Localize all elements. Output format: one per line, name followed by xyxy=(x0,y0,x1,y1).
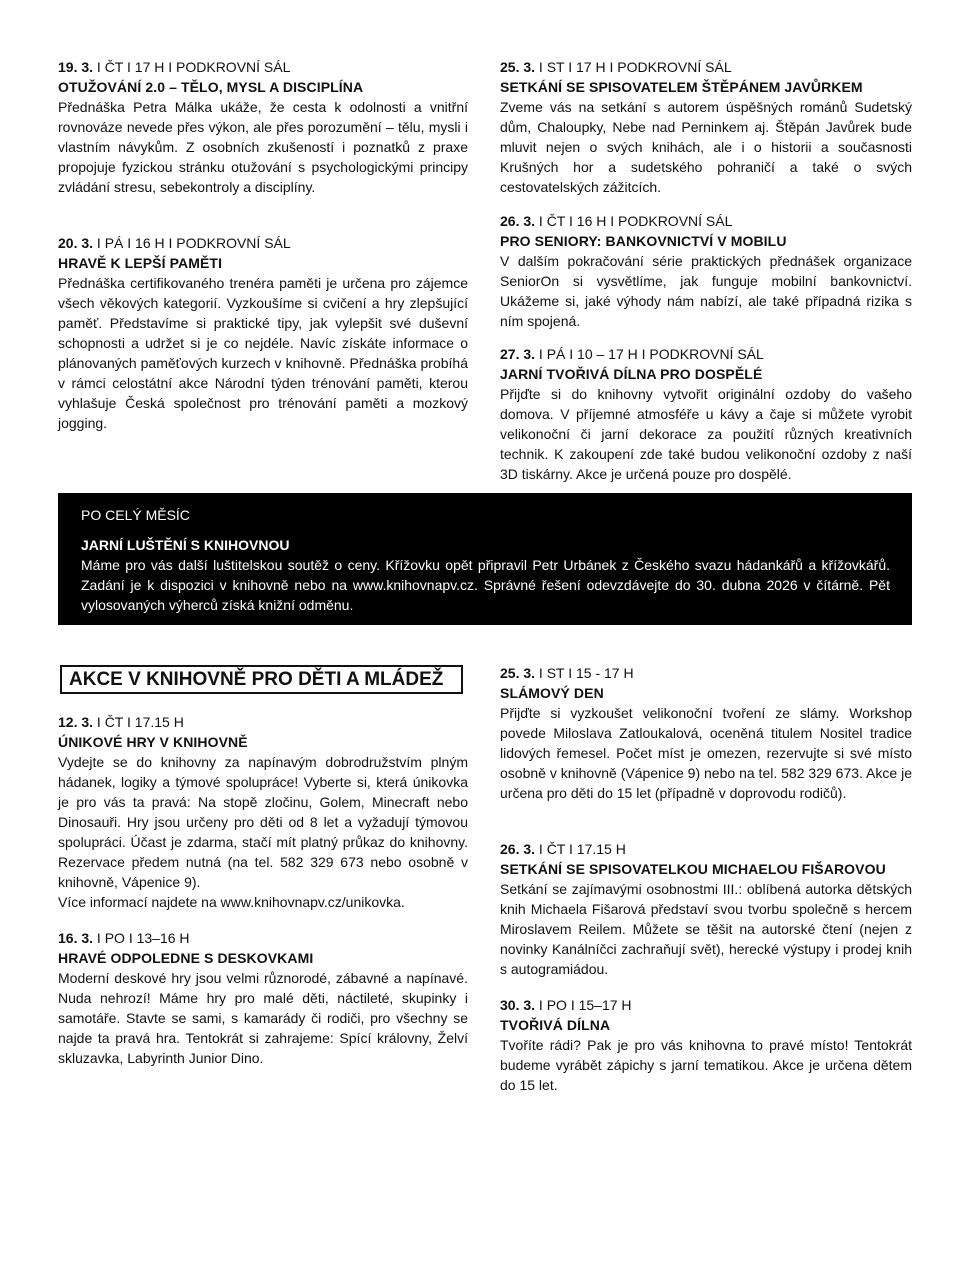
event-otuzovani xyxy=(58,57,468,197)
event-date: 26. 3. xyxy=(500,841,536,857)
event-description: Tvoříte rádi? Pak je pro vás knihovna to pravé místo! Tentokrát budeme vyrábět zápichy s jarní tematikou. Akce je určena dětem do 15 let. xyxy=(500,1037,912,1093)
event-meta: I PO I 13–16 H xyxy=(96,930,190,946)
event-description: Vydejte se do knihovny za napínavým dobrodružstvím plným hádanek, logiky a týmové spolupráce! Vyberte si, která únikovka je pro vás ta pravá: Na stopě zločinu, Golem, Minecraft nebo Dinosauři. Hry jsou určeny pro děti od 8 let a vyžadují týmovou spolupráci. Účast je zdarma, stačí mít platný průkaz do knihovny. Rezervace předem nutná (na tel. 582 329 673 nebo osobně v knihovně, Vápenice 9). xyxy=(58,754,468,890)
event-date: 25. 3. xyxy=(500,59,536,75)
event-unikove-hry xyxy=(58,712,468,912)
event-title: ÚNIKOVÉ HRY V KNIHOVNĚ xyxy=(58,734,248,750)
event-javurek xyxy=(500,57,912,197)
event-jarni-dilna-dospeli xyxy=(500,344,912,484)
event-title: SETKÁNÍ SE SPISOVATELEM ŠTĚPÁNEM JAVŮRKEM xyxy=(500,79,863,95)
event-description: V dalším pokračování série praktických přednášek organizace SeniorOn si vysvětlíme, jak funguje mobilní bankovnictví. Ukážeme si, jaké výhody nám nabízí, ale také případná rizika s ním spojená. xyxy=(500,253,912,329)
event-description: Přijďte si do knihovny vytvořit originální ozdoby do vašeho domova. V příjemné atmosféře u kávy a čaje si můžete vyrobit velikonoční či jarní dekorace za použití různých kreativních technik. K zakoupení zde také budou velikonoční ozdoby z naší 3D tiskárny. Akce je určená pouze pro dospělé. xyxy=(500,386,912,482)
event-meta: I PO I 15–17 H xyxy=(538,997,632,1013)
event-meta: I ST I 15 - 17 H xyxy=(538,665,634,681)
event-meta: I PÁ I 16 H I PODKROVNÍ SÁL xyxy=(96,235,291,251)
event-title: SLÁMOVÝ DEN xyxy=(500,685,604,701)
event-title: JARNÍ TVOŘIVÁ DÍLNA PRO DOSPĚLÉ xyxy=(500,366,763,382)
event-description: Zveme vás na setkání s autorem úspěšných románů Sudetský dům, Chaloupky, Nebe nad Perninkem aj. Štěpán Javůrek bude mluvit nejen o svých knihách, ale i o historii a současnosti Krušných hor a sudetského pohraničí a také o svých cestovatelských zážitcích. xyxy=(500,99,912,195)
event-title: PRO SENIORY: BANKOVNICTVÍ V MOBILU xyxy=(500,233,787,249)
event-tvoriva-dilna xyxy=(500,995,912,1095)
event-date: 12. 3. xyxy=(58,714,94,730)
month-event-title: JARNÍ LUŠTĚNÍ S KNIHOVNOU xyxy=(81,537,290,553)
event-date: 27. 3. xyxy=(500,346,536,362)
event-fisarova xyxy=(500,839,912,979)
event-description: Přijďte si vyzkoušet velikonoční tvoření ze slámy. Workshop povede Miloslava Zatloukalová, oceněná titulem Nositel tradice lidových řemesel. Počet míst je omezen, rezervujte si své místo osobně v knihovně (Vápenice 9) nebo na tel. 582 329 673. Akce je určena pro děti do 15 let (případně v doprovodu rodičů). xyxy=(500,705,912,801)
event-deskovky xyxy=(58,928,468,1068)
event-date: 25. 3. xyxy=(500,665,536,681)
event-more-info: Více informací najdete na www.knihovnapv.cz/unikovka. xyxy=(58,894,405,910)
kids-section-heading: AKCE V KNIHOVNĚ PRO DĚTI A MLÁDEŽ xyxy=(60,665,463,694)
month-long-event-box xyxy=(58,493,912,625)
event-date: 19. 3. xyxy=(58,59,94,75)
event-title: OTUŽOVÁNÍ 2.0 – TĚLO, MYSL A DISCIPLÍNA xyxy=(58,79,364,95)
month-event-description: Máme pro vás další luštitelskou soutěž o ceny. Křížovku opět připravil Petr Urbánek z Českého svazu hádankářů a křížovkářů. Zadání je k dispozici v knihovně nebo na www.knihovnapv.cz. Správné řešení odevzdávejte do 30. dubna 2026 v čítárně. Pět vylosovaných výherců získá knižní odměnu. xyxy=(81,557,890,613)
event-date: 26. 3. xyxy=(500,213,536,229)
event-bankovnictvi xyxy=(500,211,912,331)
event-meta: I ST I 17 H I PODKROVNÍ SÁL xyxy=(538,59,732,75)
event-meta: I ČT I 17 H I PODKROVNÍ SÁL xyxy=(96,59,291,75)
event-slamovy-den xyxy=(500,663,912,803)
month-label: PO CELÝ MĚSÍC xyxy=(81,507,190,523)
event-date: 30. 3. xyxy=(500,997,536,1013)
event-meta: I ČT I 16 H I PODKROVNÍ SÁL xyxy=(538,213,733,229)
event-description: Moderní deskové hry jsou velmi různorodé, zábavné a napínavé. Nuda nehrozí! Máme hry pro malé děti, náctileté, skupinky i samotáře. Stavte se sami, s kamarády či rodiči, pro všechny se najde ta pravá hra. Tentokrát si zahrajeme: Spící královny, Želví skluzavka, Labyrinth Junior Dino. xyxy=(58,970,468,1066)
event-description: Setkání se zajímavými osobnostmi III.: oblíbená autorka dětských knih Michaela Fišarová představí svou tvorbu společně s hercem Miroslavem Reilem. Můžete se těšit na autorské čtení (nejen z novinky Kanálníčci zachraňují svět), herecké výstupy i prodej knih s autogramiádou. xyxy=(500,881,912,977)
event-meta: I ČT I 17.15 H xyxy=(538,841,626,857)
event-description: Přednáška Petra Málka ukáže, že cesta k odolnosti a vnitřní rovnováze nevede přes výkon, ale přes porozumění – tělu, mysli i vlastním návykům. Z osobních zkušeností i poznatků z praxe propojuje fyzickou stránku otužování s psychologickými principy zvládání stresu, sebekontroly a disciplíny. xyxy=(58,99,468,195)
event-title: HRAVĚ K LEPŠÍ PAMĚTI xyxy=(58,255,223,271)
event-meta: I ČT I 17.15 H xyxy=(96,714,184,730)
event-title: SETKÁNÍ SE SPISOVATELKOU MICHAELOU FIŠAROVOU xyxy=(500,861,886,877)
event-date: 20. 3. xyxy=(58,235,94,251)
event-description: Přednáška certifikovaného trenéra paměti je určena pro zájemce všech věkových kategorií. Vyzkoušíme si cvičení a hry zlepšující paměť. Představíme si praktické tipy, jak vylepšit své duševní schopnosti a udržet si je co nejdéle. Navíc získáte informace o plánovaných paměťových kurzech v knihovně. Přednáška probíhá v rámci celostátní akce Národní týden trénování paměti, kterou vyhlašuje Česká společnost pro trénování paměti a mozkový jogging. xyxy=(58,275,468,431)
event-title: TVOŘIVÁ DÍLNA xyxy=(500,1017,611,1033)
event-hrave-k-lepsi-pameti xyxy=(58,233,468,433)
event-title: HRAVÉ ODPOLEDNE S DESKOVKAMI xyxy=(58,950,314,966)
event-date: 16. 3. xyxy=(58,930,94,946)
event-meta: I PÁ I 10 – 17 H I PODKROVNÍ SÁL xyxy=(538,346,764,362)
